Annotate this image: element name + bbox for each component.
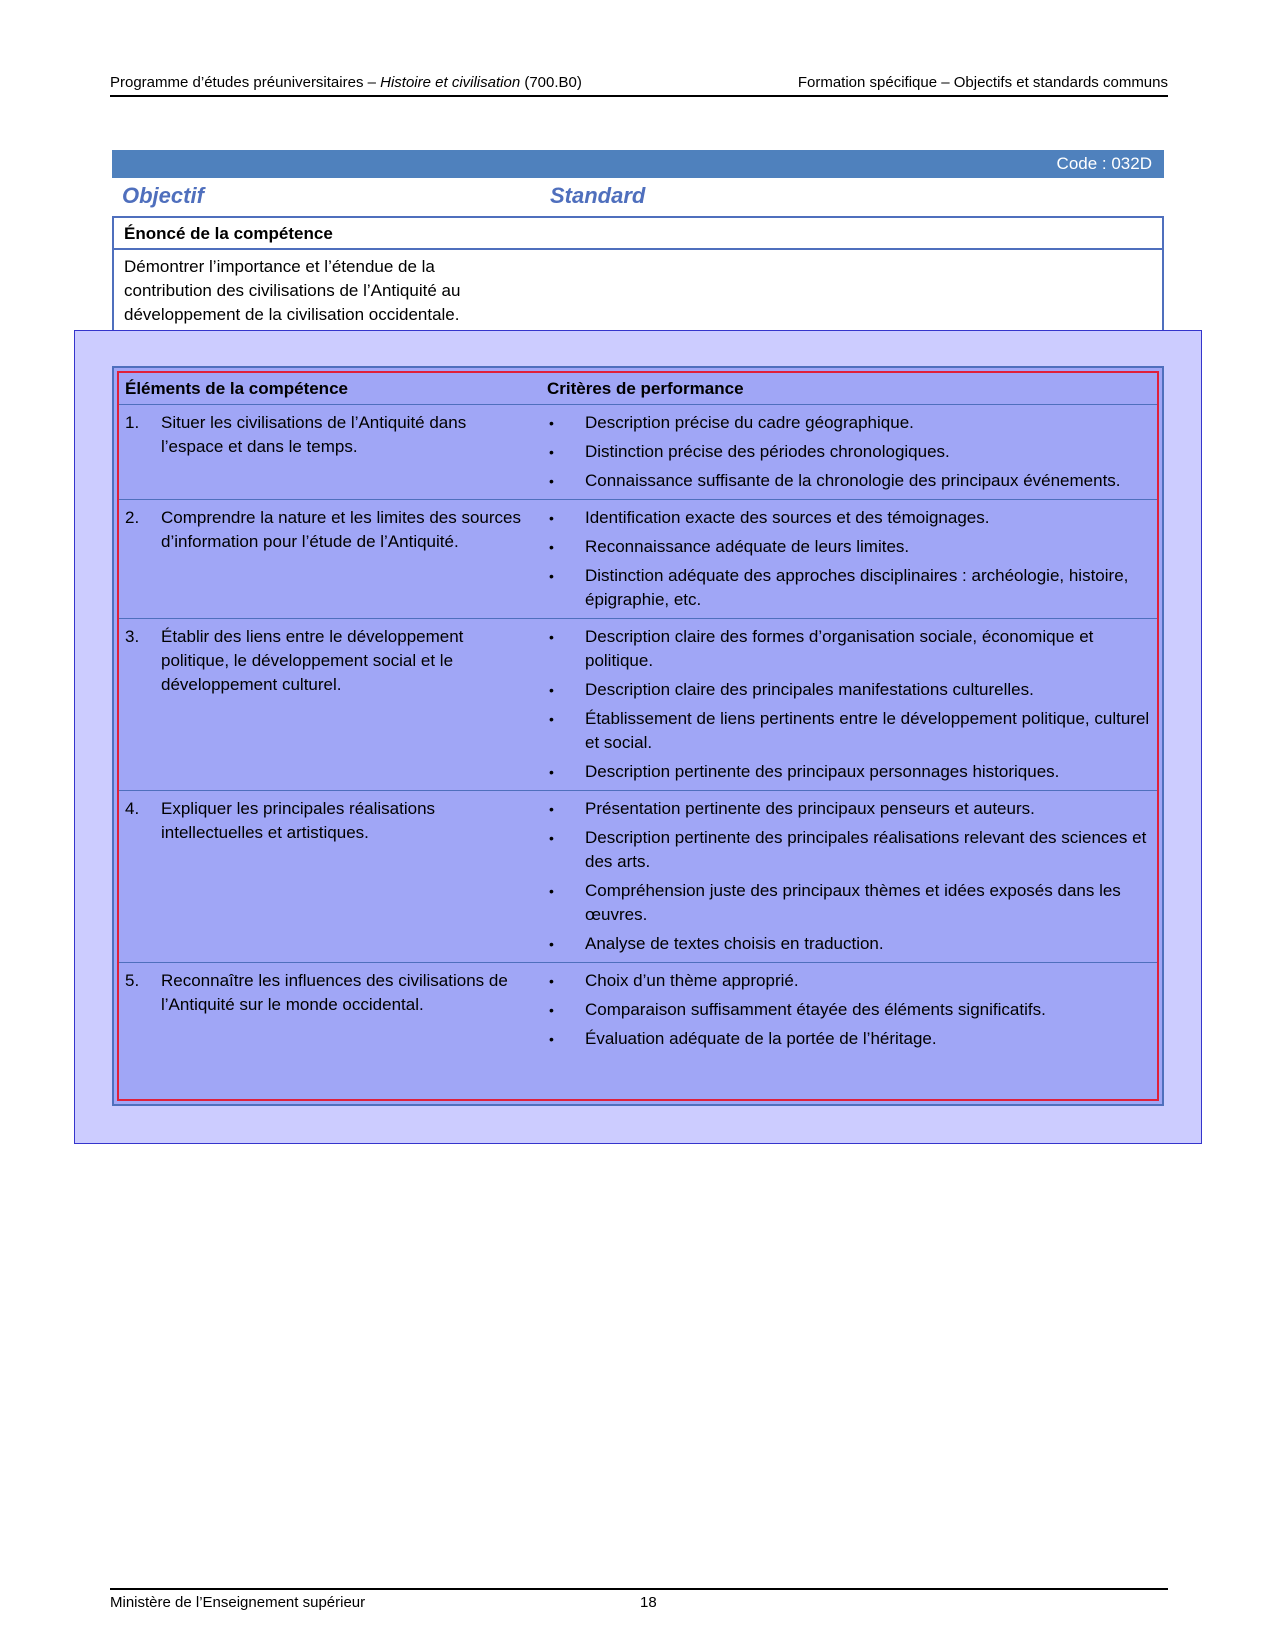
- criteria-cell: [547, 500, 1157, 618]
- element-cell: [119, 791, 547, 962]
- criteria-cell: [547, 791, 1157, 962]
- list-item: [547, 932, 1151, 956]
- header-left: Programme d’études préuniversitaires – Histoire et civilisation (700.B0): [110, 74, 582, 91]
- elements-highlight: [117, 371, 1159, 1101]
- competence-code: Code : 032D: [1056, 154, 1152, 173]
- element-text: Situer les civilisations de l’Antiquité dans l’espace et dans le temps.: [161, 413, 467, 456]
- element-number: 3.: [125, 627, 140, 646]
- objectif-title: Objectif: [122, 183, 204, 208]
- criterion-text: Présentation pertinente des principaux penseurs et auteurs.: [585, 799, 1035, 818]
- criterion-text: Établissement de liens pertinents entre le développement politique, culturel et social.: [585, 709, 1150, 752]
- header-right: Formation spécifique – Objectifs et standards communs: [797, 74, 1168, 91]
- criterion-text: Description claire des formes d’organisation sociale, économique et politique.: [585, 627, 1094, 670]
- criterion-text: Identification exacte des sources et des témoignages.: [585, 508, 990, 527]
- bullet-icon: •: [549, 711, 554, 727]
- code-bar: [112, 150, 1164, 178]
- table-row: [119, 963, 1157, 1057]
- element-text: Comprendre la nature et les limites des sources d’information pour l’étude de l’Antiquité.: [161, 508, 521, 551]
- element-number: 1.: [125, 413, 140, 432]
- criteria-cell: [547, 405, 1157, 499]
- elements-header-left: Éléments de la compétence: [125, 378, 348, 398]
- criteria-cell: [547, 963, 1157, 1057]
- criterion-text: Distinction précise des périodes chronologiques.: [585, 442, 950, 461]
- list-item: [547, 879, 1151, 927]
- bullet-icon: •: [549, 801, 554, 817]
- enonce-title: Énoncé de la compétence: [114, 218, 1162, 250]
- element-text: Expliquer les principales réalisations intellectuelles et artistiques.: [161, 799, 436, 842]
- bullet-icon: •: [549, 830, 554, 846]
- list-item: [547, 678, 1151, 702]
- element-text: Établir des liens entre le développement politique, le développement social et le développement culturel.: [161, 627, 464, 694]
- page-number: 18: [640, 1594, 657, 1611]
- enonce-text: Démontrer l’importance et l’étendue de la contribution des civilisations de l’Antiquité au développement de la civilisation occidentale.: [124, 257, 461, 324]
- page-header: [110, 74, 1168, 97]
- criterion-text: Description pertinente des principales réalisations relevant des sciences et des arts.: [585, 828, 1147, 871]
- list-item: [547, 969, 1151, 993]
- table-row: [119, 791, 1157, 963]
- bullet-icon: •: [549, 883, 554, 899]
- bullet-icon: •: [549, 1002, 554, 1018]
- standard-title: Standard: [550, 183, 646, 208]
- bullet-icon: •: [549, 682, 554, 698]
- table-row: [119, 500, 1157, 619]
- criterion-text: Compréhension juste des principaux thèmes et idées exposés dans les œuvres.: [585, 881, 1121, 924]
- criterion-text: Analyse de textes choisis en traduction.: [585, 934, 884, 953]
- element-number: 4.: [125, 799, 140, 818]
- elements-header-right: Critères de performance: [547, 378, 744, 398]
- criterion-text: Connaissance suffisante de la chronologie des principaux événements.: [585, 471, 1121, 490]
- bullet-icon: •: [549, 936, 554, 952]
- criterion-text: Choix d’un thème approprié.: [585, 971, 799, 990]
- bullet-icon: •: [549, 568, 554, 584]
- criterion-text: Description claire des principales manifestations culturelles.: [585, 680, 1034, 699]
- criterion-text: Description précise du cadre géographique.: [585, 413, 914, 432]
- list-item: [547, 564, 1151, 612]
- list-item: [547, 760, 1151, 784]
- list-item: [547, 440, 1151, 464]
- list-item: [547, 707, 1151, 755]
- list-item: [547, 1027, 1151, 1051]
- list-item: [547, 998, 1151, 1022]
- elements-header: [119, 373, 1157, 405]
- criterion-text: Reconnaissance adéquate de leurs limites.: [585, 537, 910, 556]
- list-item: [547, 625, 1151, 673]
- list-item: [547, 411, 1151, 435]
- list-item: [547, 535, 1151, 559]
- element-text: Reconnaître les influences des civilisations de l’Antiquité sur le monde occidental.: [161, 971, 508, 1014]
- bullet-icon: •: [549, 473, 554, 489]
- bullet-icon: •: [549, 973, 554, 989]
- list-item: [547, 506, 1151, 530]
- bullet-icon: •: [549, 539, 554, 555]
- criteria-cell: [547, 619, 1157, 790]
- list-item: [547, 826, 1151, 874]
- criterion-text: Distinction adéquate des approches disciplinaires : archéologie, histoire, épigraphie, etc.: [585, 566, 1129, 609]
- bullet-icon: •: [549, 510, 554, 526]
- element-cell: [119, 500, 547, 618]
- element-cell: [119, 963, 547, 1057]
- element-cell: [119, 405, 547, 499]
- bullet-icon: •: [549, 1031, 554, 1047]
- criterion-text: Description pertinente des principaux personnages historiques.: [585, 762, 1060, 781]
- bullet-icon: •: [549, 629, 554, 645]
- element-number: 2.: [125, 508, 140, 527]
- table-row: [119, 405, 1157, 500]
- footer-ministry: Ministère de l’Enseignement supérieur: [110, 1594, 366, 1611]
- program-name: Histoire et civilisation: [380, 74, 521, 91]
- bullet-icon: •: [549, 764, 554, 780]
- criterion-text: Évaluation adéquate de la portée de l’héritage.: [585, 1029, 937, 1048]
- list-item: [547, 797, 1151, 821]
- criterion-text: Comparaison suffisamment étayée des éléments significatifs.: [585, 1000, 1046, 1019]
- element-number: 5.: [125, 971, 140, 990]
- bullet-icon: •: [549, 415, 554, 431]
- page-footer: [110, 1588, 1168, 1611]
- list-item: [547, 469, 1151, 493]
- element-cell: [119, 619, 547, 790]
- elements-table: [112, 366, 1164, 1106]
- table-row: [119, 619, 1157, 791]
- elements-rows: [119, 405, 1157, 1057]
- bullet-icon: •: [549, 444, 554, 460]
